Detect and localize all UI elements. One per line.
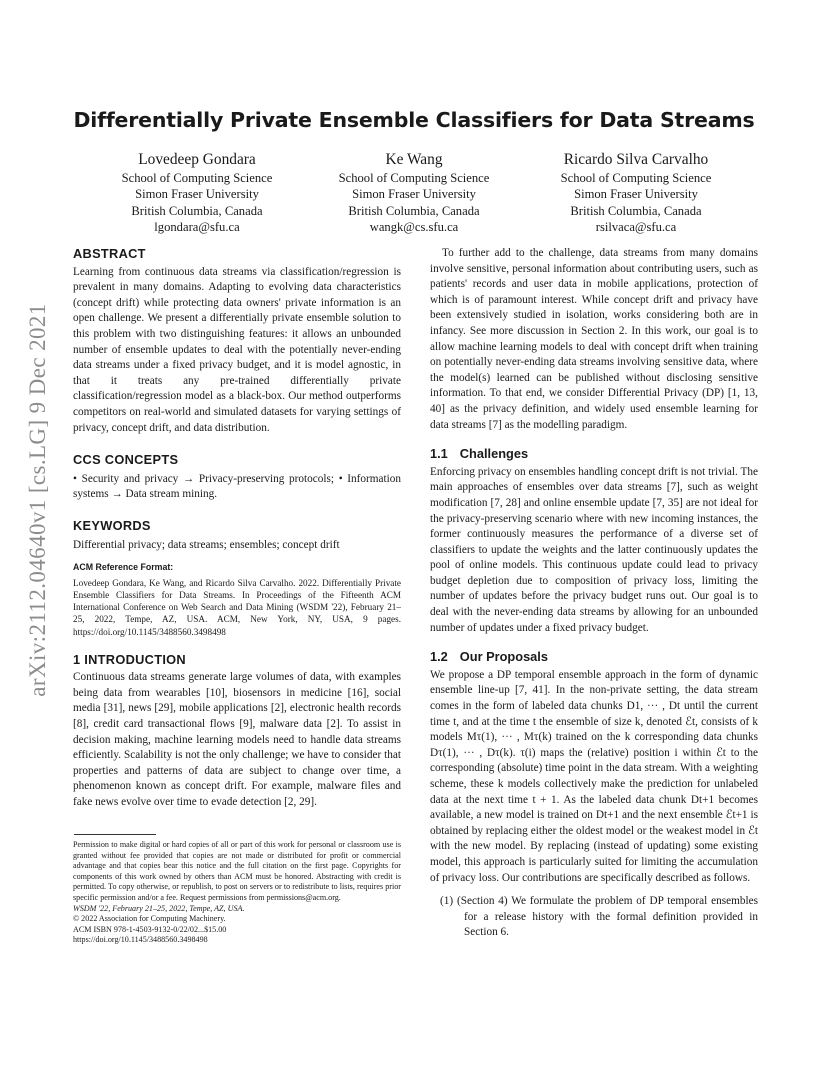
copyright-line: © 2022 Association for Computing Machinery. <box>73 914 226 924</box>
author-name: Lovedeep Gondara <box>138 151 256 168</box>
author-university: Simon Fraser University <box>135 187 259 202</box>
keywords-text: Differential privacy; data streams; ensembles; concept drift <box>73 538 340 551</box>
introduction-heading: 1 INTRODUCTION <box>73 651 186 667</box>
abstract-heading: ABSTRACT <box>73 246 146 261</box>
author-email: wangk@cs.sfu.ca <box>369 219 459 234</box>
proposals-heading <box>430 649 758 665</box>
introduction-paragraph-2: To further add to the challenge, data streams from many domains involve sensitive, personal information about contributing users, such as patients' records and user data in mobile applications, protection of which is of paramount interest. While concept drift and privacy have been extensively studied in isolation, works considering both are in infancy. See more discussion in Section 2. In this work, our goal is to allow machine learning models to deal with concept drift when training on potentially never-ending data streams involving sensitive data, where the model(s) learned can be published without disclosing sensitive information. To that end, we consider Differential Privacy (DP) [1, 13, 40] as the privacy definition, and widely used ensemble learning for data streams [7] as the modelling paradigm. <box>430 247 758 431</box>
proposals-text: We propose a DP temporal ensemble approach in the form of dynamic ensemble line-up [7, 41]. In the non-private setting, the data stream comes in the form of labeled data chunks D1, ··· , Dt until the current time t, and at the time t the ensemble of size k, denoted ℰt, consists of k models Mτ(1), ··· , Mτ(k) trained on the k corresponding data chunks Dτ(1), ··· , Dτ(k). τ(i) maps the (relative) position i within ℰt to the corresponding (absolute) time point in the data stream. With a weighting scheme, these k models collectively make the prediction for unlabeled data at the next time t + 1. As the labeled data chunk Dt+1 becomes available, a new model is trained on Dt+1 and the next ensemble ℰt+1 is obtained by replacing either the oldest model or the weakest model in ℰt with the new model. By replacing (instead of updating) some existing model, this approach is particularly suited for limiting the accumulation of privacy loss. Our contributions are specifically described as follows. <box>430 668 758 884</box>
proposals-heading-number: 1.2 <box>430 649 448 665</box>
author-location: British Columbia, Canada <box>570 203 702 218</box>
author-university: Simon Fraser University <box>352 187 476 202</box>
reference-format-text: Lovedeep Gondara, Ke Wang, and Ricardo Silva Carvalho. 2022. Differentially Private Ensemble Classifiers for Data Streams. In Proceedings of the Fifteenth ACM International Conference on Web Search and Data Mining (WSDM '22), February 21–25, 2022, Tempe, AZ, USA. ACM, New York, NY, USA, 9 pages. https://doi.org/10.1145/3488560.3498498 <box>73 577 401 637</box>
isbn-line: ACM ISBN 978-1-4503-9132-0/22/02...$15.00 <box>73 924 227 934</box>
right-column <box>430 246 758 941</box>
arxiv-stamp <box>18 285 58 715</box>
author-name: Ricardo Silva Carvalho <box>563 151 709 168</box>
challenges-text: Enforcing privacy on ensembles handling concept drift is not trivial. The main approaches of ensembles over data streams [7], such as weight modification [7, 28] and online ensemble update [7, 35] are not ideal for the privacy-preserving scenario where with new incoming instances, the former continuously measures the performance of a diverse set of classifiers to update the weights and the latter continuously updates the pool of online models. This continuous update could lead to privacy budget depletion due to composition of privacy loss, limiting the number of updates before the privacy budget runs out. Our goal is to deal with the never-ending data streams by allowing for an unbounded number of updates under a fixed privacy budget. <box>430 465 758 634</box>
proposals-heading-title: Our Proposals <box>459 649 548 665</box>
contribution-item-1: (1) (Section 4) We formulate the problem of DP temporal ensembles for a release history with the formal definition provided in Section 6. <box>440 895 758 939</box>
permission-footnote <box>73 840 401 946</box>
permission-text: Permission to make digital or hard copies of all or part of this work for personal or classroom use is granted without fee provided that copies are not made or distributed for profit or commercial advantage and that copies bear this notice and the full citation on the first page. Copyrights for components of this work owned by others than ACM must be honored. Abstracting with credit is permitted. To copy otherwise, or republish, to post on servers or to redistribute to lists, requires prior specific permission and/or a fee. Request permissions from permissions@acm.org. <box>73 840 401 902</box>
paper-title: Differentially Private Ensemble Classifiers for Data Streams <box>73 108 755 132</box>
author-department: School of Computing Science <box>338 171 490 185</box>
arxiv-stamp-text: arXiv:2112.04640v1 [cs.LG] 9 Dec 2021 <box>25 303 50 697</box>
author-block-2 <box>299 150 529 235</box>
introduction-paragraph-1: Continuous data streams generate large volumes of data, with examples being data from wearables [10], biosensors in medicine [16], social media [31], news [29], mobile applications [2], electronic health records [8], credit card transactional flows [9], malware data [2]. To assist in decision making, machine learning models need to handle data streams efficiently. Scalability is not the only challenge; we have to consider that properties and patterns of data are subject to change over time, a phenomenon known as concept drift. For example, malware files and fake news evolve over time to evade detection [2, 29]. <box>73 671 401 809</box>
author-block-1 <box>82 150 312 235</box>
author-department: School of Computing Science <box>121 171 273 185</box>
ccs-heading: CCS CONCEPTS <box>73 452 179 468</box>
left-column <box>73 246 401 811</box>
author-department: School of Computing Science <box>560 171 712 185</box>
reference-format-heading: ACM Reference Format: <box>73 562 174 573</box>
doi-line: https://doi.org/10.1145/3488560.3498498 <box>73 935 208 945</box>
challenges-heading-title: Challenges <box>459 446 529 462</box>
challenges-heading-number: 1.1 <box>430 446 448 462</box>
challenges-heading <box>430 446 758 462</box>
author-block-3 <box>521 150 751 235</box>
author-email: lgondara@sfu.ca <box>154 219 240 234</box>
author-email: rsilvaca@sfu.ca <box>595 219 677 234</box>
author-university: Simon Fraser University <box>574 187 698 202</box>
author-name: Ke Wang <box>385 151 443 168</box>
venue-line: WSDM '22, February 21–25, 2022, Tempe, AZ, USA. <box>73 903 245 913</box>
keywords-heading: KEYWORDS <box>73 517 151 533</box>
author-location: British Columbia, Canada <box>131 203 263 218</box>
ccs-text: • Security and privacy → Privacy-preserving protocols; • Information systems → Data stream mining. <box>73 472 401 501</box>
abstract-text: Learning from continuous data streams via classification/regression is prevalent in many domains. Adapting to evolving data characteristics (concept drift) while protecting data owners' private information is an open challenge. We present a differentially private ensemble solution to this problem with two distinguishing features: it allows an unbounded number of ensemble updates to deal with the potentially never-ending data streams under a fixed privacy budget, and it is model agnostic, in that it treats any pre-trained differentially private classification/regression model as a black-box. Our method outperforms competitors on real-world and simulated datasets for varying settings of privacy, concept drift, and data distribution. <box>73 265 401 434</box>
author-location: British Columbia, Canada <box>348 203 480 218</box>
footnote-rule <box>74 834 156 835</box>
